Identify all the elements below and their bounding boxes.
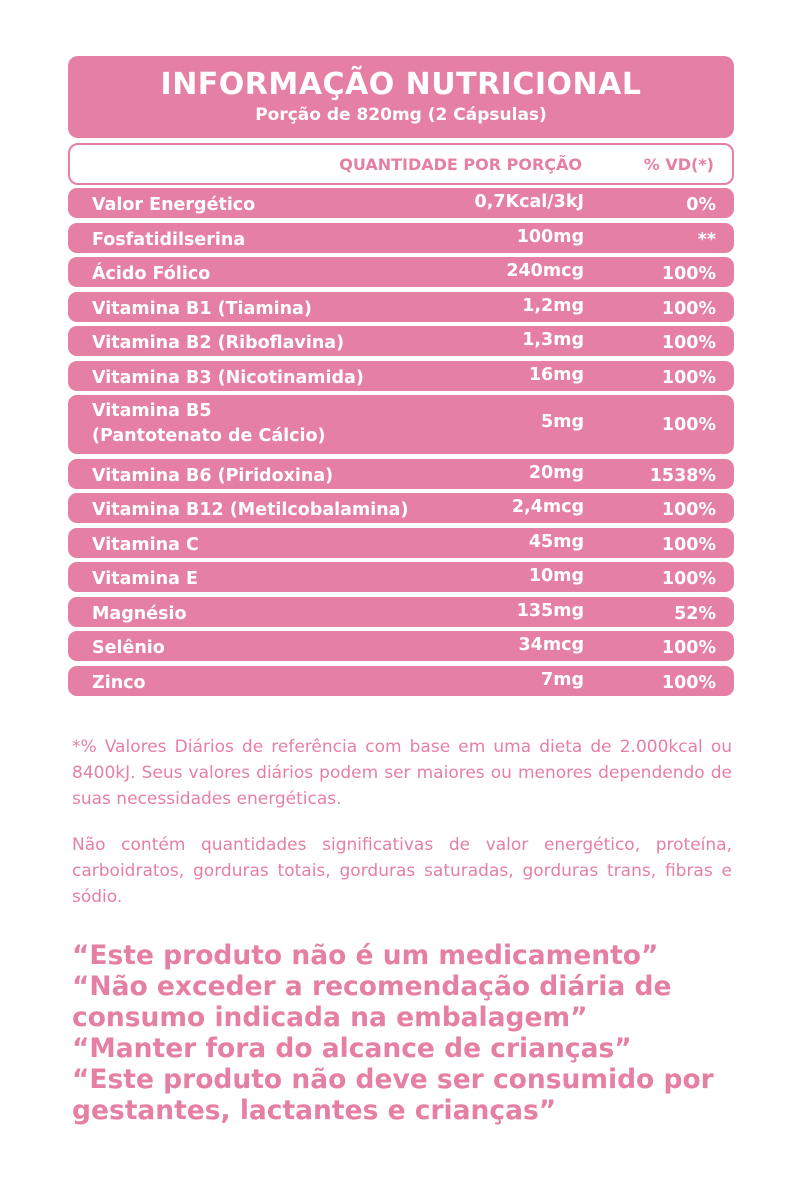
- nutrient-vd: 100%: [661, 534, 716, 555]
- nutrient-amount: 135mg: [516, 600, 584, 621]
- vd-column-header: % VD(*): [643, 155, 714, 174]
- table-row: [68, 528, 734, 558]
- table-row: [68, 562, 734, 592]
- warning-not-medicine: “Este produto não é um medicamento”: [72, 940, 659, 971]
- nutrition-header: [68, 56, 734, 138]
- serving-size: Porção de 820mg (2 Cápsulas): [255, 105, 547, 125]
- nutrient-amount: 5mg: [541, 412, 584, 432]
- table-row: [68, 597, 734, 627]
- table-row: [68, 459, 734, 489]
- not-significant-note: Não contém quantidades significativas de valor energético, proteína, carboidratos, gorduras totais, gorduras saturadas, gorduras trans, fibras e sódio.: [72, 835, 732, 907]
- nutrient-vd: 100%: [661, 298, 716, 319]
- nutrient-amount: 0,7Kcal/3kJ: [474, 192, 584, 212]
- nutrient-amount: 2,4mcg: [511, 497, 584, 517]
- warning-do-not-exceed: “Não exceder a recomendação diária de consumo indicada na embalagem”: [72, 971, 672, 1033]
- table-row: [68, 257, 734, 287]
- nutrient-name: Selênio: [92, 638, 165, 658]
- nutrient-vd: 100%: [661, 500, 716, 520]
- nutrient-vd: 0%: [686, 195, 716, 215]
- nutrient-name: Vitamina B6 (Piridoxina): [92, 465, 334, 486]
- nutrient-name: Zinco: [92, 672, 146, 693]
- nutrient-amount: 16mg: [528, 364, 584, 385]
- nutrient-vd: 52%: [674, 603, 716, 624]
- table-row: [68, 292, 734, 322]
- nutrient-vd: **: [697, 229, 716, 250]
- nutrient-amount: 45mg: [528, 531, 584, 552]
- nutrient-amount: 240mcg: [506, 261, 584, 281]
- nutrient-vd: 100%: [661, 415, 716, 435]
- table-row: [68, 223, 734, 253]
- nutrient-name: Vitamina B5 (Pantotenato de Cálcio): [92, 401, 326, 446]
- nutrient-name: Vitamina B2 (Riboflavina): [92, 333, 345, 353]
- daily-value-footnote: *% Valores Diários de referência com base em uma dieta de 2.000kcal ou 8400kJ. Seus valores diários podem ser maiores ou menores dependendo de suas necessidades energéticas.: [72, 737, 732, 809]
- column-headers: [68, 143, 734, 185]
- table-row: [68, 493, 734, 523]
- nutrient-vd: 100%: [661, 672, 716, 693]
- nutrient-vd: 100%: [661, 569, 716, 589]
- nutrient-vd: 100%: [661, 333, 716, 353]
- nutrient-vd: 100%: [661, 264, 716, 284]
- nutrient-table: [68, 188, 734, 700]
- warning-keep-away-children: “Manter fora do alcance de crianças”: [72, 1033, 632, 1064]
- nutrient-name: Vitamina E: [92, 569, 198, 589]
- nutrient-name: Vitamina B1 (Tiamina): [92, 298, 312, 319]
- nutrient-name: Fosfatidilserina: [92, 229, 246, 250]
- warning-not-for-pregnant: “Este produto não deve ser consumido por gestantes, lactantes e crianças”: [72, 1064, 714, 1126]
- nutrient-amount: 100mg: [516, 226, 584, 247]
- table-row: [68, 395, 734, 454]
- nutrient-amount: 1,3mg: [522, 330, 584, 350]
- nutrient-name: Vitamina C: [92, 534, 199, 555]
- table-row: [68, 361, 734, 391]
- nutrient-name: Vitamina B3 (Nicotinamida): [92, 367, 364, 388]
- nutrient-amount: 20mg: [528, 462, 584, 483]
- nutrient-name: Magnésio: [92, 603, 187, 624]
- table-row: [68, 188, 734, 218]
- nutrition-title: INFORMAÇÃO NUTRICIONAL: [160, 67, 642, 102]
- nutrient-amount: 7mg: [541, 669, 584, 690]
- nutrient-amount: 34mcg: [518, 635, 584, 655]
- nutrient-name: Valor Energético: [92, 195, 256, 215]
- nutrient-vd: 100%: [661, 367, 716, 388]
- nutrient-amount: 1,2mg: [522, 295, 584, 316]
- table-row: [68, 326, 734, 356]
- table-row: [68, 631, 734, 661]
- warnings-block: [72, 940, 752, 1126]
- nutrient-vd: 100%: [661, 638, 716, 658]
- table-row: [68, 666, 734, 696]
- nutrient-vd: 1538%: [649, 465, 716, 486]
- nutrient-amount: 10mg: [528, 566, 584, 586]
- nutrient-name: Ácido Fólico: [92, 264, 211, 284]
- amount-column-header: QUANTIDADE POR PORÇÃO: [339, 155, 582, 174]
- nutrient-name: Vitamina B12 (Metilcobalamina): [92, 500, 409, 520]
